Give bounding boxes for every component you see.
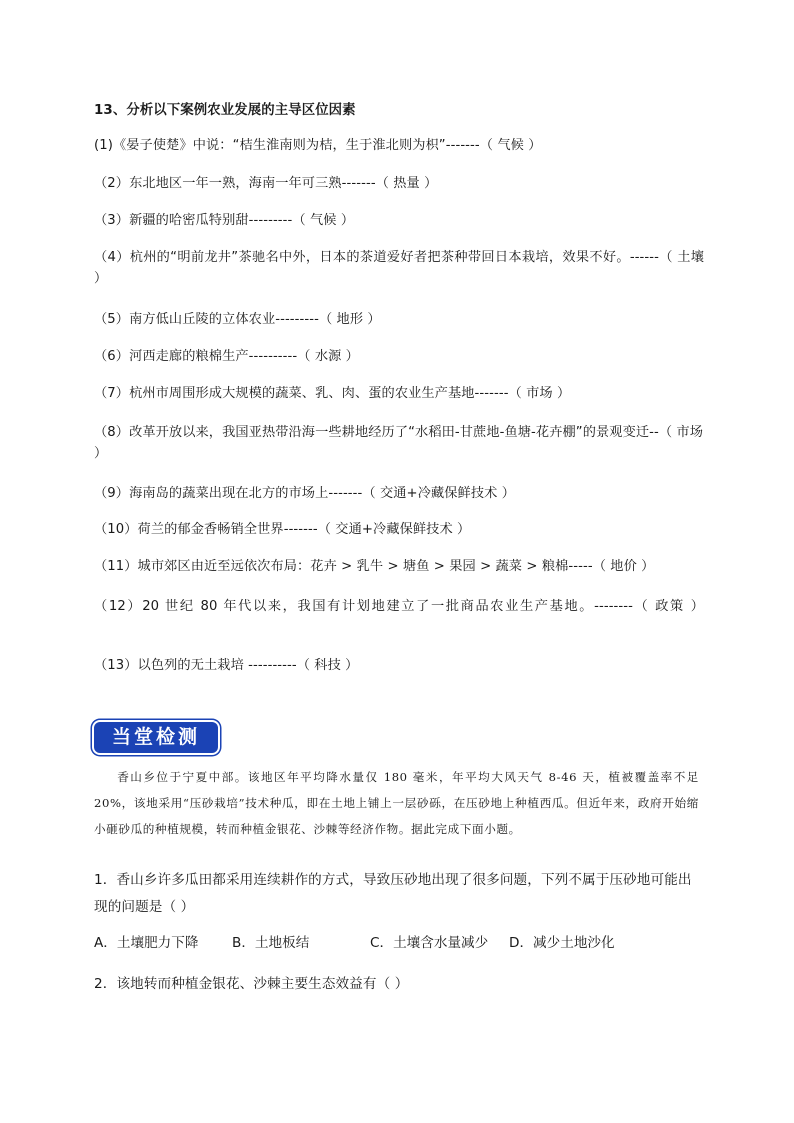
section-badge: 当堂检测	[94, 722, 218, 753]
item-13: （13）以色列的无土栽培 ----------（ 科技 ）	[94, 658, 359, 673]
item-7: （7）杭州市周围形成大规模的蔬菜、乳、肉、蛋的农业生产基地-------（ 市场 ）	[94, 386, 571, 401]
item-9: （9）海南岛的蔬菜出现在北方的市场上-------（ 交通+冷藏保鲜技术 ）	[94, 486, 515, 501]
question-1-option-c: C．土壤含水量减少	[370, 935, 489, 951]
item-10: （10）荷兰的郁金香畅销全世界-------（ 交通+冷藏保鲜技术 ）	[94, 522, 471, 537]
item-11: （11）城市郊区由近至远依次布局：花卉 > 乳牛 > 塘鱼 > 果园 > 蔬菜 > 粮棉-----（ 地价 ）	[94, 559, 655, 574]
item-4: （4）杭州的“明前龙井”茶驰名中外，日本的茶道爱好者把茶种带回日本栽培，效果不好。------（ 土壤 ）	[94, 250, 704, 286]
item-5: （5）南方低山丘陵的立体农业---------（ 地形 ）	[94, 312, 381, 327]
question-1-option-a: A．土壤肥力下降	[94, 935, 199, 951]
question-1-option-d: D．减少土地沙化	[509, 935, 615, 951]
item-6: （6）河西走廊的粮棉生产----------（ 水源 ）	[94, 349, 359, 364]
section-title: 13、分析以下案例农业发展的主导区位因素	[94, 103, 356, 118]
question-1-option-b: B．土地板结	[232, 935, 310, 951]
item-12: （12）20 世纪 80 年代以来，我国有计划地建立了一批商品农业生产基地。--------（ 政策 ）	[94, 599, 704, 614]
item-2: （2）东北地区一年一熟，海南一年可三熟-------（ 热量 ）	[94, 176, 438, 191]
question-1: 1．香山乡许多瓜田都采用连续耕作的方式，导致压砂地出现了很多问题，下列不属于压砂地可能出现的问题是（ ）	[94, 872, 692, 915]
item-1: (1)《晏子使楚》中说：“桔生淮南则为桔，生于淮北则为枳”-------（ 气候 ）	[94, 138, 542, 153]
item-3: （3）新疆的哈密瓜特别甜---------（ 气候 ）	[94, 213, 355, 228]
item-8: （8）改革开放以来，我国亚热带沿海一些耕地经历了“水稻田-甘蔗地-鱼塘-花卉棚”的景观变迁--（ 市场 ）	[94, 425, 704, 461]
reading-passage: 香山乡位于宁夏中部。该地区年平均降水量仅 180 毫米，年平均大风天气 8-46 天，植被覆盖率不足 20%，该地采用“压砂栽培”技术种瓜，即在土地上铺上一层砂砾，在压砂地上种植西瓜。但近年来，政府开始缩小砸砂瓜的种植规模，转而种植金银花、沙棘等经济作物。据此完成下面小题。	[94, 770, 699, 836]
question-2: 2．该地转而种植金银花、沙棘主要生态效益有（ ）	[94, 976, 409, 992]
